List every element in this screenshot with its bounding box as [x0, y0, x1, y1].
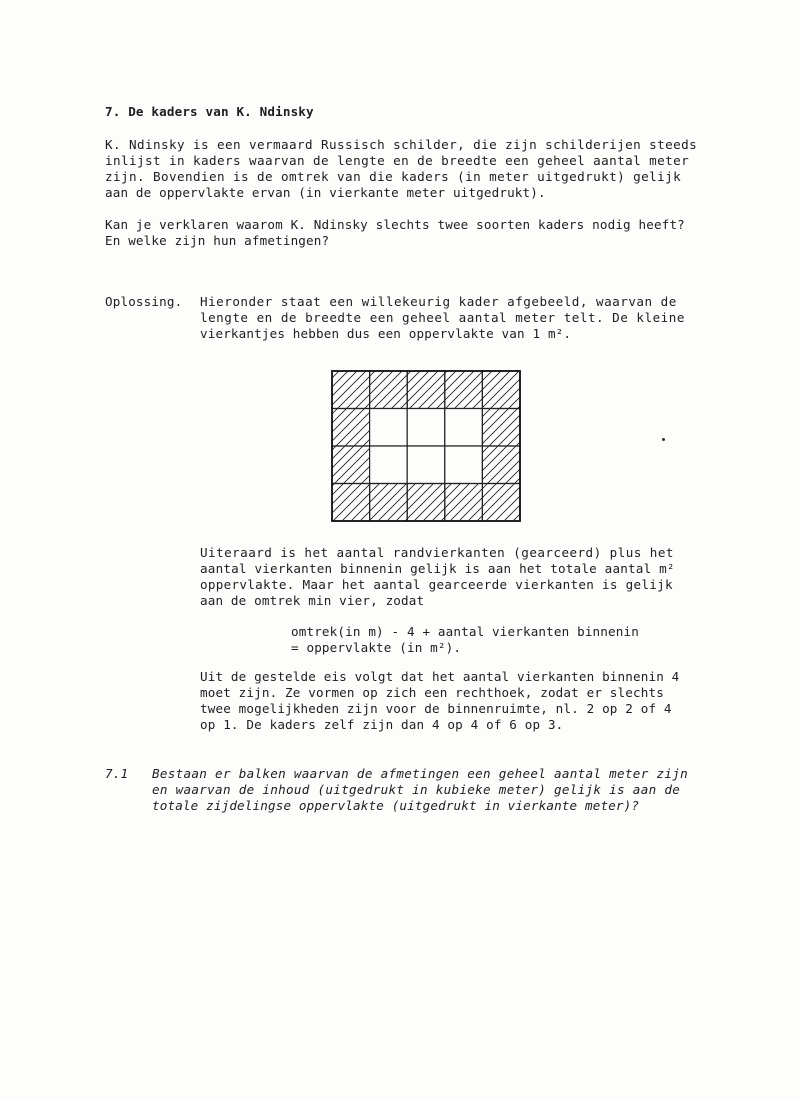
solution-line-2: lengte en de breedte een geheel aantal meter telt. De kleine — [200, 310, 685, 325]
frame-grid-figure — [331, 370, 521, 522]
intro-line-3: zijn. Bovendien is de omtrek van die kaders (in meter uitgedrukt) gelijk — [105, 169, 682, 184]
conclusion-line-4: op 1. De kaders zelf zijn dan 4 op 4 of 6 op 3. — [200, 717, 564, 732]
conclusion-line-3: twee mogelijkheden zijn voor de binnenruimte, nl. 2 op 2 of 4 — [200, 701, 672, 716]
intro-line-4: aan de oppervlakte ervan (in vierkante meter uitgedrukt). — [105, 185, 546, 200]
solution-label: Oplossing. — [105, 294, 183, 309]
formula-line-2: = oppervlakte (in m²). — [291, 640, 462, 655]
explanation-line-4: aan de omtrek min vier, zodat — [200, 593, 425, 608]
inner-cell — [445, 446, 483, 484]
explanation-line-3: oppervlakte. Maar het aantal gearceerde vierkanten is gelijk — [200, 577, 673, 592]
inner-cell — [407, 409, 445, 447]
exercise-number: 7.1 — [105, 766, 129, 781]
border-cell-hatched — [482, 484, 520, 522]
border-cell-hatched — [482, 371, 520, 409]
border-cell-hatched — [482, 409, 520, 447]
border-cell-hatched — [370, 484, 408, 522]
exercise-line-3: totale zijdelingse oppervlakte (uitgedrukt in vierkante meter)? — [152, 798, 640, 813]
conclusion-line-1: Uit de gestelde eis volgt dat het aantal vierkanten binnenin 4 — [200, 669, 680, 684]
inner-cell — [407, 446, 445, 484]
border-cell-hatched — [370, 371, 408, 409]
inner-cell — [370, 409, 408, 447]
border-cell-hatched — [407, 484, 445, 522]
intro-line-2: inlijst in kaders waarvan de lengte en de breedte een geheel aantal meter — [105, 153, 690, 168]
exercise-line-2: en waarvan de inhoud (uitgedrukt in kubieke meter) gelijk is aan de — [152, 782, 681, 797]
border-cell-hatched — [482, 446, 520, 484]
border-cell-hatched — [407, 371, 445, 409]
formula-line-1: omtrek(in m) - 4 + aantal vierkanten binnenin — [291, 624, 639, 639]
inner-cell — [445, 409, 483, 447]
question-line-1: Kan je verklaren waarom K. Ndinsky slechts twee soorten kaders nodig heeft? — [105, 217, 685, 232]
border-cell-hatched — [332, 446, 370, 484]
section-title: 7. De kaders van K. Ndinsky — [105, 104, 314, 119]
exercise-line-1: Bestaan er balken waarvan de afmetingen een geheel aantal meter zijn — [152, 766, 688, 781]
question-line-2: En welke zijn hun afmetingen? — [105, 233, 330, 248]
speck-mark — [662, 438, 665, 441]
explanation-line-1: Uiteraard is het aantal randvierkanten (gearceerd) plus het — [200, 545, 674, 560]
conclusion-line-2: moet zijn. Ze vormen op zich een rechthoek, zodat er slechts — [200, 685, 664, 700]
border-cell-hatched — [332, 409, 370, 447]
solution-line-3: vierkantjes hebben dus een oppervlakte van 1 m². — [200, 326, 572, 341]
inner-cell — [370, 446, 408, 484]
border-cell-hatched — [332, 484, 370, 522]
explanation-line-2: aantal vierkanten binnenin gelijk is aan het totale aantal m² — [200, 561, 675, 576]
border-cell-hatched — [445, 484, 483, 522]
border-cell-hatched — [445, 371, 483, 409]
intro-line-1: K. Ndinsky is een vermaard Russisch schilder, die zijn schilderijen steeds — [105, 137, 698, 152]
solution-line-1: Hieronder staat een willekeurig kader afgebeeld, waarvan de — [200, 294, 677, 309]
border-cell-hatched — [332, 371, 370, 409]
